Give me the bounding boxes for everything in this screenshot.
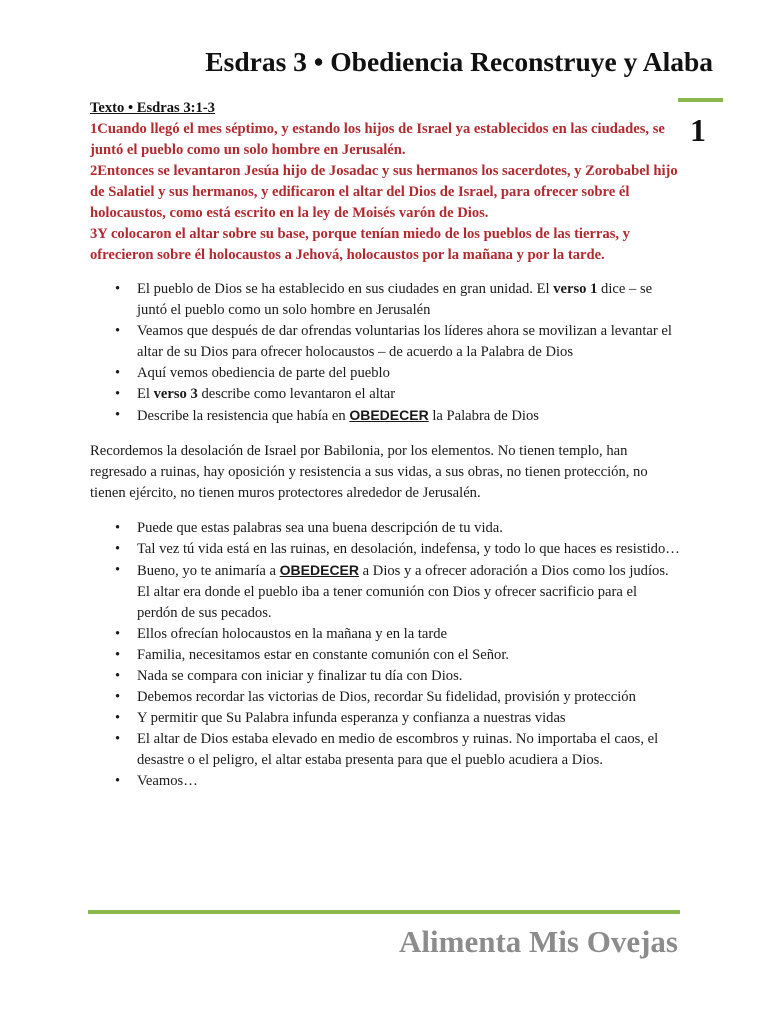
verse-2: 2Entonces se levantaron Jesúa hijo de Josadac y sus hermanos los sacerdotes, y Zorobabel hijo de Salatiel y sus hermanos, y edificaron el altar del Dios de Israel, para ofrecer sobre él holocaustos, como está escrito en la ley de Moisés varón de Dios. [90, 163, 678, 221]
list-item [115, 666, 680, 687]
list-item [115, 624, 680, 645]
bullet-icon: • [115, 773, 121, 789]
list-item-text: Describe la resistencia que había en [137, 408, 350, 424]
list-item [115, 771, 680, 792]
list-item-text: la Palabra de Dios [428, 408, 539, 424]
list-item-text: Ellos ofrecían holocaustos en la mañana y en la tarde [137, 626, 447, 642]
list-item-text: a Dios y a ofrecer adoración a Dios como los judíos. El altar era donde el pueblo iba a tener comunión con Dios y ofrecer sacrificio para el perdón de sus pecados. [137, 563, 669, 621]
bullet-icon: • [115, 689, 121, 705]
list-item [115, 539, 680, 560]
bullet-icon: • [115, 710, 121, 726]
list-item-text: El [137, 386, 154, 402]
emphasis-text: verso 1 [553, 281, 598, 297]
bullet-icon: • [115, 386, 121, 402]
bullet-icon: • [115, 731, 121, 747]
list-item-text: Debemos recordar las victorias de Dios, recordar Su fidelidad, provisión y protección [137, 689, 636, 705]
bullet-icon: • [115, 647, 121, 663]
obey-emphasis: OBEDECER [349, 407, 429, 423]
list-item-text: El altar de Dios estaba elevado en medio de escombros y ruinas. No importaba el caos, el desastre o el peligro, el altar estaba presenta para que el pueblo acudiera a Dios. [137, 731, 659, 768]
bullet-list-1 [90, 279, 680, 427]
list-item [115, 518, 680, 539]
list-item-text: dice – se juntó el pueblo como un solo hombre en Jerusalén [137, 281, 653, 318]
bullet-icon: • [115, 668, 121, 684]
bullet-icon: • [115, 562, 121, 578]
footer-rule [88, 910, 680, 914]
body-paragraph: Recordemos la desolación de Israel por Babilonia, por los elementos. No tienen templo, han regresado a ruinas, hay oposición y resistencia a sus vidas, a sus obras, no tienen protección, no tienen ejército, no tienen muros protectores alrededor de Jerusalén. [90, 443, 648, 501]
list-item [115, 363, 680, 384]
list-item-text: Familia, necesitamos estar en constante comunión con el Señor. [137, 647, 510, 663]
list-item [115, 405, 680, 427]
document-body [90, 98, 680, 792]
list-item [115, 279, 680, 321]
verse-1: 1Cuando llegó el mes séptimo, y estando los hijos de Israel ya establecidos en las ciudades, se juntó el pueblo como un solo hombre en Jerusalén. [90, 121, 665, 158]
bullet-icon: • [115, 541, 121, 557]
list-item [115, 708, 680, 729]
bullet-icon: • [115, 520, 121, 536]
list-item-text: El pueblo de Dios se ha establecido en sus ciudades en gran unidad. El [137, 281, 554, 297]
list-item [115, 560, 680, 624]
list-item [115, 321, 680, 363]
bullet-icon: • [115, 323, 121, 339]
list-item [115, 687, 680, 708]
list-item-text: Tal vez tú vida está en las ruinas, en desolación, indefensa, y todo lo que haces es resistido… [137, 541, 680, 557]
list-item-text: describe como levantaron el altar [197, 386, 396, 402]
emphasis-text: verso 3 [153, 386, 198, 402]
scripture-reference: Texto • Esdras 3:1-3 [90, 100, 215, 116]
page-number-rule [678, 98, 723, 102]
bullet-list-2 [90, 518, 680, 792]
list-item-text: Veamos… [137, 773, 198, 789]
list-item [115, 384, 680, 405]
footer-title: Alimenta Mis Ovejas [399, 924, 678, 959]
page-title: Esdras 3 • Obediencia Reconstruye y Alaba [205, 46, 713, 77]
bullet-icon: • [115, 407, 121, 423]
bullet-icon: • [115, 281, 121, 297]
obey-emphasis: OBEDECER [279, 562, 360, 578]
scripture-verses [90, 119, 680, 266]
list-item [115, 645, 680, 666]
list-item-text: Y permitir que Su Palabra infunda esperanza y confianza a nuestras vidas [137, 710, 566, 726]
page-number: 1 [690, 112, 706, 148]
verse-3: 3Y colocaron el altar sobre su base, porque tenían miedo de los pueblos de las tierras, y ofrecieron sobre él holocaustos a Jehová, holocaustos por la mañana y por la tarde. [90, 226, 630, 263]
bullet-icon: • [115, 626, 121, 642]
list-item-text: Puede que estas palabras sea una buena descripción de tu vida. [137, 520, 503, 536]
list-item-text: Veamos que después de dar ofrendas voluntarias los líderes ahora se movilizan a levantar el altar de su Dios para ofrecer holocaustos – de acuerdo a la Palabra de Dios [137, 323, 672, 360]
list-item-text: Aquí vemos obediencia de parte del pueblo [137, 365, 390, 381]
list-item-text: Bueno, yo te animaría a [137, 563, 280, 579]
list-item [115, 729, 680, 771]
list-item-text: Nada se compara con iniciar y finalizar tu día con Dios. [137, 668, 463, 684]
bullet-icon: • [115, 365, 121, 381]
